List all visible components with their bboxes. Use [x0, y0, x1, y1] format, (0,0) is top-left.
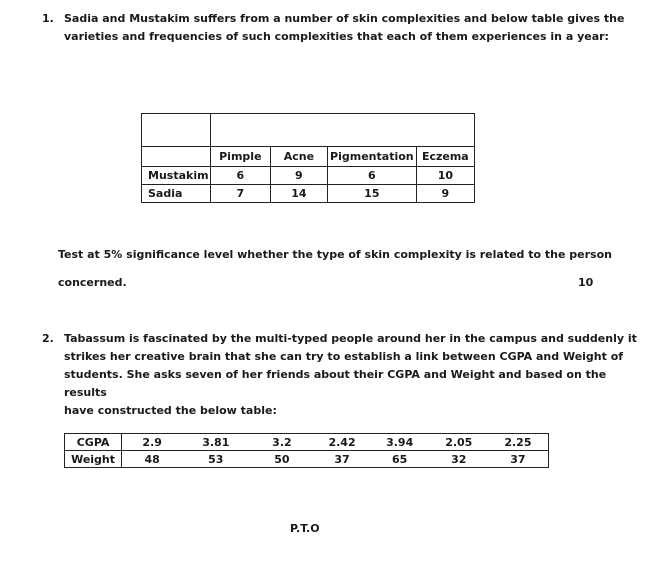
- q1-row-label-sadia: Sadia: [142, 185, 211, 203]
- q2-cell: 3.94: [370, 434, 430, 451]
- q2-row-label-cgpa: CGPA: [65, 434, 122, 451]
- q1-instruction-line2: concerned.: [58, 276, 127, 289]
- q1-cell: 6: [327, 167, 416, 185]
- q2-cell: 3.81: [182, 434, 249, 451]
- q2-text-line1: Tabassum is fascinated by the multi-typed people around her in the campus and suddenly it: [64, 332, 637, 345]
- table-row: [65, 434, 549, 451]
- q1-header-eczema: Eczema: [416, 147, 474, 167]
- q2-cell: 37: [488, 451, 549, 468]
- q2-cell: 37: [314, 451, 369, 468]
- q1-cell: 6: [210, 167, 270, 185]
- q2-number: 2.: [42, 332, 54, 345]
- q1-text-line1: Sadia and Mustakim suffers from a number of skin complexities and below table gives the: [64, 12, 625, 25]
- table-row: [142, 167, 475, 185]
- q1-table-corner-top: [142, 114, 211, 147]
- q2-text: [64, 330, 649, 420]
- q2-row-label-weight: Weight: [65, 451, 122, 468]
- q2-text-line4: have constructed the below table:: [64, 404, 277, 417]
- q1-marks: 10: [578, 276, 594, 289]
- q2-cell: 32: [430, 451, 488, 468]
- q1-text-line2: varieties and frequencies of such complexities that each of them experiences in a year:: [64, 30, 609, 43]
- q1-instruction-line1: Test at 5% significance level whether the type of skin complexity is related to the person: [58, 248, 612, 261]
- q2-cell: 65: [370, 451, 430, 468]
- q1-cell: 10: [416, 167, 474, 185]
- q2-table: [64, 433, 549, 468]
- q2-cell: 53: [182, 451, 249, 468]
- q1-cell: 7: [210, 185, 270, 203]
- table-row: [65, 451, 549, 468]
- q2-cell: 2.05: [430, 434, 488, 451]
- q1-header-acne: Acne: [270, 147, 327, 167]
- q1-header-pimple: Pimple: [210, 147, 270, 167]
- q1-table: [141, 113, 475, 203]
- q2-text-line3: students. She asks seven of her friends about their CGPA and Weight and based on the results: [64, 368, 607, 399]
- q2-cell: 2.42: [314, 434, 369, 451]
- q1-row-label-mustakim: Mustakim: [142, 167, 211, 185]
- q1-cell: 14: [270, 185, 327, 203]
- q1-table-corner: [142, 147, 211, 167]
- q2-cell: 2.9: [122, 434, 183, 451]
- q1-cell: 9: [416, 185, 474, 203]
- q1-cell: 15: [327, 185, 416, 203]
- q2-cell: 50: [249, 451, 314, 468]
- pto-label: P.T.O: [290, 522, 320, 535]
- q1-table-top-blank: [210, 114, 474, 147]
- q1-cell: 9: [270, 167, 327, 185]
- q1-header-pigmentation: Pigmentation: [327, 147, 416, 167]
- table-row: [142, 185, 475, 203]
- q2-text-line2: strikes her creative brain that she can try to establish a link between CGPA and Weight of: [64, 350, 624, 363]
- q2-cell: 3.2: [249, 434, 314, 451]
- q2-cell: 48: [122, 451, 183, 468]
- q1-text: [64, 10, 644, 46]
- q2-cell: 2.25: [488, 434, 549, 451]
- q1-number: 1.: [42, 12, 54, 25]
